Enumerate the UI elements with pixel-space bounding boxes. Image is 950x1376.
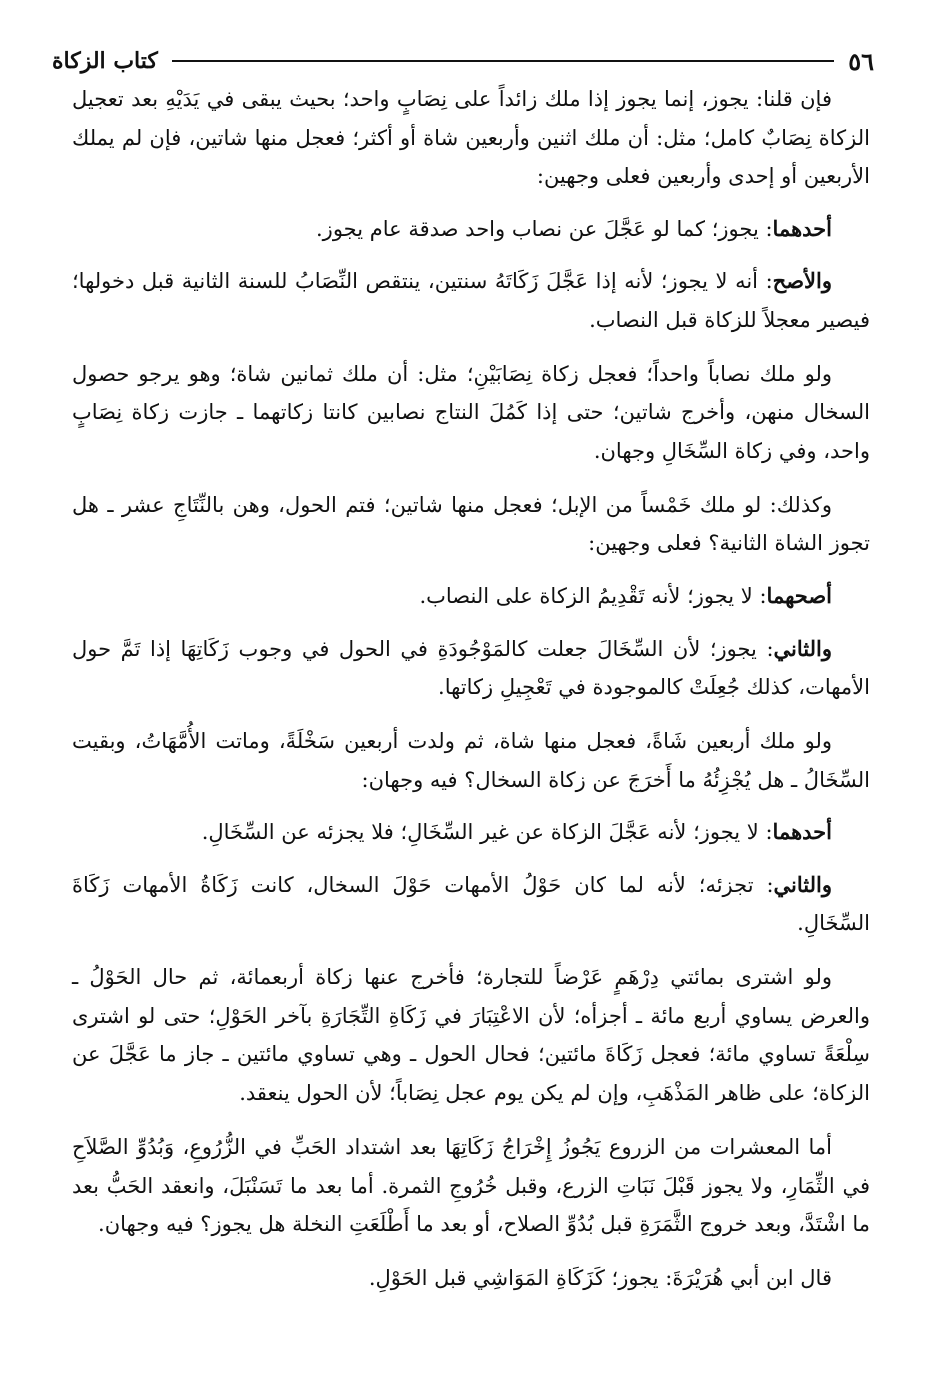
paragraph (72, 1128, 870, 1244)
header-rule (172, 60, 834, 62)
page-number: ٥٦ (848, 46, 874, 76)
paragraph (72, 958, 870, 1112)
term-label: والثاني (773, 871, 832, 897)
paragraph (72, 866, 870, 943)
book-title: كتاب الزكاة (52, 48, 158, 74)
page-header (52, 44, 874, 78)
term-label: أصحهما (766, 582, 832, 608)
paragraph-text: : يجوز؛ لأن السِّخَالَ جعلت كالمَوْجُودَةِ في الحول في وجوب زَكَاتِهَا إذا تَمَّ حول الأمهات، كذلك جُعِلَتْ كالموجودة في تَعْجِيلِ زكاتها. (72, 636, 870, 700)
paragraph-text: قال ابن أبي هُرَيْرَةَ: يجوز؛ كَزَكَاةِ المَوَاشِي قبل الحَوْلِ. (368, 1266, 832, 1291)
paragraph-text: : يجوز؛ كما لو عَجَّلَ عن نصاب واحد صدقة عام يجوز. (316, 216, 773, 241)
paragraph-text: : لا يجوز؛ لأنه تَقْدِيمُ الزكاة على النصاب. (419, 583, 767, 608)
term-label: أحدهما (772, 819, 832, 845)
paragraph (72, 80, 870, 196)
paragraph (72, 355, 870, 471)
term-label: والثاني (773, 635, 832, 661)
paragraph-text: ولو ملك أربعين شَاةً، فعجل منها شاة، ثم ولدت أربعين سَخْلَةً، وماتت الأُمَّهَاتُ، وبقيت السِّخَالُ ـ هل يُجْزِئُهُ ما أَخرَجَ عن زكاة السخال؟ فيه وجهان: (72, 729, 870, 792)
paragraph-text: : أنه لا يجوز؛ لأنه إذا عَجَّلَ زَكَاتَهُ سنتين، ينتقص النِّصَابُ للسنة الثانية قبل دخولها؛ فيصير معجلاً للزكاة قبل النصاب. (72, 269, 870, 332)
paragraph-text: وكذلك: لو ملك خَمْساً من الإبل؛ فعجل منها شاتين؛ فتم الحول، وهن بالنِّتَاجِ عشر ـ هل تجوز الشاة الثانية؟ فعلى وجهين: (72, 492, 870, 556)
page-body (72, 80, 870, 1298)
paragraph (72, 577, 870, 616)
paragraph (72, 813, 870, 852)
paragraph-text: فإن قلنا: يجوز، إنما يجوز إذا ملك زائداً على نِصَابٍ واحد؛ بحيث يبقى في يَدَيْهِ بعد تعجيل الزكاة نِصَابٌ كامل؛ مثل: أن ملك اثنين وأربعين شاة أو أكثر؛ فعجل منها شاتين، فإن لم يملك الأربعين أو إحدى وأربعين فعلى وجهين: (72, 87, 870, 188)
paragraph-text: ولو اشترى بمائتي دِرْهَمٍ عَرْضاً للتجارة؛ فأخرج عنها زكاة أربعمائة، ثم حال الحَوْلُ ـ والعرض يساوي أربع مائة ـ أجزأه؛ لأن الاعْتِبَارَ في زَكَاةِ التِّجَارَةِ بآخر الحَوْلِ؛ حتى لو اشترى سِلْعَةً تساوي مائة؛ فعجل زَكَاةَ مائتين؛ فحال الحول ـ وهي تساوي مائتين ـ جاز ما عَجَّلَ عن الزكاة؛ على ظاهر المَذْهَبِ، وإن لم يكن يوم عجل نِصَاباً؛ لأن الحول ينعقد. (72, 965, 870, 1105)
term-label: أحدهما (772, 215, 832, 241)
paragraph (72, 486, 870, 563)
paragraph (72, 210, 870, 249)
paragraph-text: : تجزئه؛ لأنه لما كان حَوْلُ الأمهات حَوْلَ السخال، كانت زَكَاةُ الأمهات زَكَاةَ السِّخَالِ. (72, 872, 870, 936)
term-label: والأصح (772, 268, 832, 294)
paragraph-text: ولو ملك نصاباً واحداً؛ فعجل زكاة نِصَابَيْنِ؛ مثل: أن ملك ثمانين شاة؛ وهو يرجو حصول السخال منهن، وأخرج شاتين؛ حتى إذا كَمُلَ النتاج نصابين كانتا زكاتهما ـ جازت زكاة نِصَابٍ واحد، وفي زكاة السِّخَالِ وجهان. (72, 361, 870, 463)
paragraph (72, 630, 870, 707)
paragraph-text: : لا يجوز؛ لأنه عَجَّلَ الزكاة عن غير السِّخَالِ؛ فلا يجزئه عن السِّخَالِ. (201, 820, 773, 845)
paragraph (72, 722, 870, 799)
paragraph (72, 1259, 870, 1298)
paragraph (72, 262, 870, 339)
paragraph-text: أما المعشرات من الزروع يَجُوزُ إِخْرَاجُ زَكَاتِهَا بعد اشتداد الحَبِّ في الزُّرُوعِ، وَبُدُوِّ الصَّلاَحِ في الثِّمَارِ، ولا يجوز قَبْلَ نَبَاتِ الزرع، وقبل خُرُوجِ الثمرة. أما بعد ما تَسَنْبَلَ، وانعقد الحَبُّ بعد ما اشْتَدَّ، وبعد خروج الثَّمَرَةِ قبل بُدُوِّ الصلاح، أو بعد ما أَطْلَعَتِ النخلة هل يجوز؟ فيه وجهان. (72, 1135, 870, 1237)
